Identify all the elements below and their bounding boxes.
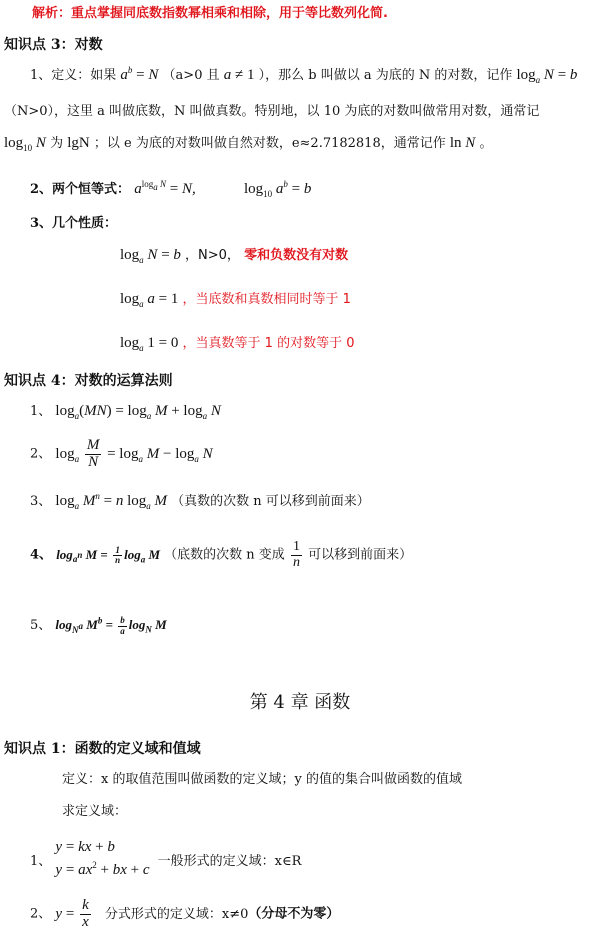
property-2-note: ，当底数和真数相同时等于 1: [182, 292, 351, 307]
ln-symbol: ln N: [449, 135, 476, 151]
kp3-heading: 知识点 3：对数: [4, 37, 103, 53]
identity-1: $a^{log_a N} = N$,: [134, 179, 196, 197]
domain-item-1: 1、 y = kx + b $y = ax^2$ + bx + c 一般形式的定义域：x∈R: [30, 836, 301, 883]
def-log-form: $\log_a N = b$: [516, 67, 578, 85]
item-1-formulas: y = kx + b $y = ax^2$ + bx + c: [55, 839, 150, 879]
identity-label: 2、两个恒等式：: [30, 182, 131, 197]
property-3: $\log_a 1 = 0$ ，当真数等于 1 的对数等于 0: [120, 335, 355, 353]
def-condition: a ≠ 1: [223, 67, 255, 83]
kp3-definition-line3: $\log_{10} N$ 为 lgN ；以 e 为底的对数叫做自然对数，e≈2.7182818，通常记作 ln N 。: [4, 135, 493, 153]
kp3-definition-line2: （N>0），这里 a 叫做底数，N 叫做真数。特别地，以 10 为底的对数叫做常用对数，通常记: [4, 104, 540, 119]
kp1-find-domain: 求定义域：: [62, 804, 128, 819]
properties-label: 3、几个性质：: [30, 216, 118, 231]
property-3-note: ，当真数等于 1 的对数等于 0: [182, 336, 355, 351]
kp1-definition: 定义：x 的取值范围叫做函数的定义域；y 的值的集合叫做函数的值域: [62, 772, 462, 787]
rule-1: 1、 $\log_a(MN) = \log_a M + \log_a N$: [30, 403, 221, 421]
chapter-title: 第 4 章 函数: [249, 692, 351, 713]
kp4-heading: 知识点 4：对数的运算法则: [4, 373, 173, 389]
lg-notation: $\log_{10} N$: [4, 135, 46, 153]
kp1-heading: 知识点 1：函数的定义域和值域: [4, 741, 201, 757]
lg-symbol: lgN: [67, 135, 90, 151]
def-formula: $a^b = N$: [120, 65, 159, 83]
rule-3: 3、 $\log_a M^n = n$ $\log_a M$ （真数的次数 n 可以移到前面来）: [30, 491, 370, 511]
rule-4-note-b: 可以移到前面来）: [308, 547, 413, 563]
identity-2: $\log_{10} a^b = b$: [243, 179, 312, 199]
def-mid1: （a>0 且: [162, 68, 220, 83]
def-mid2: ），那么 b 叫做以 a 为底的 N 的对数，记作: [258, 68, 513, 83]
rule-4-note-a: （底数的次数 n 变成: [164, 547, 285, 563]
def-prefix: 1、定义：如果: [30, 68, 117, 83]
item-1-note: 一般形式的定义域：x∈R: [157, 853, 302, 869]
identities-line: [30, 178, 311, 199]
property-1: $\log_a N = b$ ，N>0， 零和负数没有对数: [120, 247, 349, 265]
kp3-definition-line1: [30, 64, 577, 85]
property-1-note: 零和负数没有对数: [244, 248, 349, 263]
item-2-note-bold: （分母不为零）: [248, 906, 340, 922]
top-note: 解析：重点掌握同底数指数幂相乘和相除，用于等比数列化简.: [32, 6, 388, 21]
rule-2: 2、 $\log_a$ $\frac{M}{N}$ = $\log_a M - \log_a N$: [30, 437, 213, 470]
rule-5: 5、 $\log_{N^a} M^b$ = $\frac{b}{a}$ $\log_N M$: [30, 615, 167, 636]
domain-item-2: 2、 y = $\frac{k}{x}$ 分式形式的定义域：x≠0（分母不为零）: [30, 897, 340, 930]
rule-3-note: （真数的次数 n 可以移到前面来）: [171, 494, 370, 509]
item-2-note: 分式形式的定义域：x≠0: [104, 906, 249, 922]
rule-4: 4、 $\log_{a^n} M$ = $\frac{1}{n}$ $\log_a M$ （底数的次数 n 变成 $\frac{1}{n}$ 可以移到前面来）: [30, 539, 413, 570]
property-2: $\log_a a = 1$ ，当底数和真数相同时等于 1: [120, 291, 351, 309]
